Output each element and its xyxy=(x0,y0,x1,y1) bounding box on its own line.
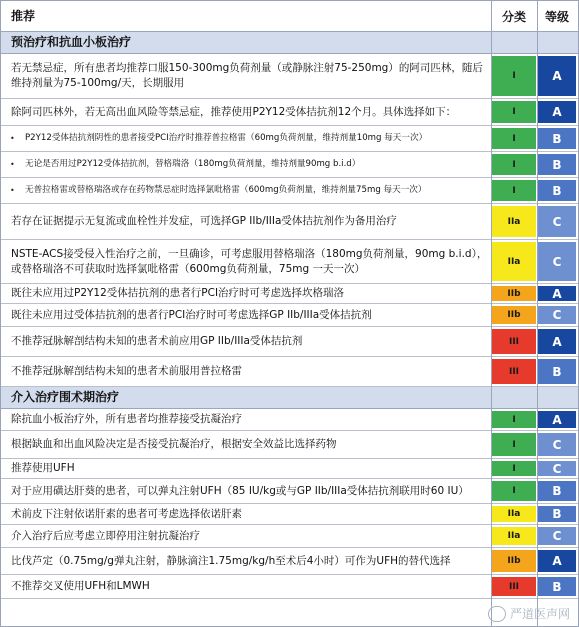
recommendation-text: 根据缺血和出血风险决定是否接受抗凝治疗，根据安全效益比选择药物 xyxy=(11,438,337,450)
bullet: • xyxy=(10,160,15,169)
level-badge: C xyxy=(538,527,576,545)
recommendation-text: NSTE-ACS接受侵入性治疗之前，一旦确诊，可考虑服用替格瑞洛（180mg负荷剂量，90mg b.i.d），或替格瑞洛不可获取时选择氯吡格雷（600mg负荷剂量，75mg 一天一次） xyxy=(11,247,488,275)
class-badge: IIa xyxy=(492,506,536,522)
class-badge: I xyxy=(492,461,536,476)
class-badge: I xyxy=(492,180,536,201)
class-badge: IIb xyxy=(492,286,536,301)
level-badge: B xyxy=(538,506,576,522)
watermark-text: 严道医声网 xyxy=(509,607,570,621)
column-divider xyxy=(537,1,538,626)
class-badge: I xyxy=(492,101,536,123)
recommendation-text: 既往未应用过受体拮抗剂的患者行PCI治疗时可考虑选择GP IIb/IIIa受体拮抗剂 xyxy=(11,308,372,321)
level-badge: B xyxy=(538,481,576,501)
recommendation-text: 比伐芦定（0.75mg/g弹丸注射，静脉滴注1.75mg/kg/h至术后4小时）可作为UFH的替代选择 xyxy=(11,554,451,567)
level-badge: B xyxy=(538,180,576,201)
recommendation-text: 除抗血小板治疗外，所有患者均推荐接受抗凝治疗 xyxy=(11,413,242,425)
section-title: 介入治疗围术期治疗 xyxy=(11,390,120,404)
recommendation-text: 既往未应用过P2Y12受体拮抗剂的患者行PCI治疗时可考虑选择坎格瑞洛 xyxy=(11,287,345,299)
recommendation-text: 推荐使用UFH xyxy=(11,462,75,474)
recommendation-text: 除阿司匹林外，若无高出血风险等禁忌症，推荐使用P2Y12受体拮抗剂12个月。具体选择如下： xyxy=(11,105,457,118)
recommendation-text: 术前皮下注射依诺肝素的患者可考虑选择依诺肝素 xyxy=(11,507,242,520)
level-badge: A xyxy=(538,101,576,123)
class-badge: I xyxy=(492,128,536,149)
recommendation-text: 无普拉格雷或替格瑞洛或存在药物禁忌症时选择氯吡格雷（600mg负荷剂量，维持剂量75mg 每天一次） xyxy=(25,185,427,195)
class-badge: I xyxy=(492,56,536,96)
recommendation-text: P2Y12受体拮抗剂阴性的患者接受PCI治疗时推荐普拉格雷（60mg负荷剂量，维持剂量10mg 每天一次） xyxy=(25,133,428,143)
recommendation-text: 介入治疗后应考虑立即停用注射抗凝治疗 xyxy=(11,529,200,542)
recommendation-text: 无论是否用过P2Y12受体拮抗剂，替格瑞洛（180mg负荷剂量，维持剂量90mg b.i.d） xyxy=(25,159,361,169)
column-divider xyxy=(491,1,492,626)
class-badge: III xyxy=(492,329,536,354)
level-badge: B xyxy=(538,154,576,175)
class-badge: IIb xyxy=(492,306,536,324)
header-class: 分类 xyxy=(501,9,526,24)
level-badge: B xyxy=(538,577,576,596)
bullet: • xyxy=(10,186,15,195)
recommendation-text: 对于应用磺达肝葵的患者，可以弹丸注射UFH（85 IU/kg或与GP IIb/IIIa受体拮抗剂联用时60 IU） xyxy=(11,484,469,497)
level-badge: C xyxy=(538,461,576,476)
class-badge: I xyxy=(492,481,536,501)
recommendation-text: 不推荐冠脉解剖结构未知的患者术前服用普拉格雷 xyxy=(11,365,242,377)
class-badge: III xyxy=(492,577,536,596)
class-badge: IIa xyxy=(492,242,536,281)
section-title: 预治疗和抗血小板治疗 xyxy=(11,35,132,49)
watermark xyxy=(488,605,570,622)
recommendation-text: 不推荐冠脉解剖结构未知的患者术前应用GP IIb/IIIa受体拮抗剂 xyxy=(11,335,303,347)
level-badge: A xyxy=(538,411,576,428)
class-badge: I xyxy=(492,411,536,428)
level-badge: C xyxy=(538,433,576,456)
recommendation-text: 若无禁忌症，所有患者均推荐口服150-300mg负荷剂量（或静脉注射75-250mg）的阿司匹林，随后维持剂量为75-100mg/天，长期服用 xyxy=(11,62,483,89)
bullet: • xyxy=(10,134,15,143)
level-badge: C xyxy=(538,306,576,324)
level-badge: A xyxy=(538,329,576,354)
header-level: 等级 xyxy=(544,9,569,24)
class-badge: IIa xyxy=(492,206,536,237)
wechat-icon xyxy=(488,606,506,622)
level-badge: C xyxy=(538,206,576,237)
recommendation-text: 若存在证据提示无复流或血栓性并发症，可选择GP IIb/IIIa受体拮抗剂作为备用治疗 xyxy=(11,215,397,227)
level-badge: B xyxy=(538,128,576,149)
recommendation-text: 不推荐交叉使用UFH和LMWH xyxy=(11,580,150,592)
class-badge: I xyxy=(492,433,536,456)
level-badge: C xyxy=(538,242,576,281)
header-recommendation: 推荐 xyxy=(11,8,36,23)
level-badge: B xyxy=(538,359,576,384)
class-badge: III xyxy=(492,359,536,384)
level-badge: A xyxy=(538,56,576,96)
level-badge: A xyxy=(538,550,576,572)
class-badge: IIa xyxy=(492,527,536,545)
class-badge: I xyxy=(492,154,536,175)
class-badge: IIb xyxy=(492,550,536,572)
level-badge: A xyxy=(538,286,576,301)
